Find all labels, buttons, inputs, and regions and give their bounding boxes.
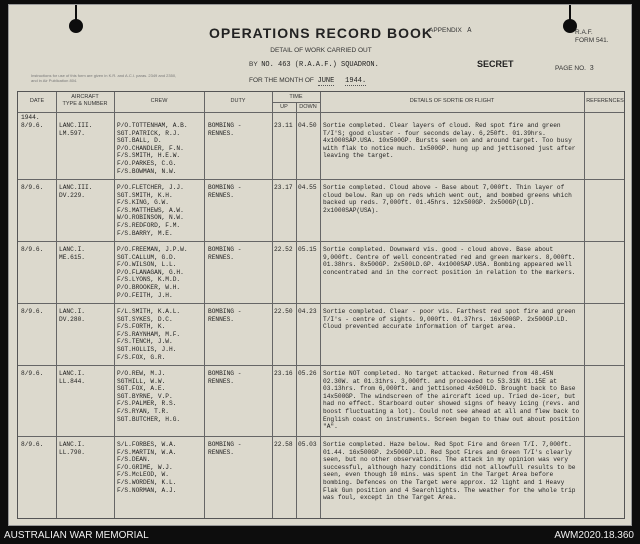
form-subtitle: DETAIL OF WORK CARRIED OUT xyxy=(270,47,372,54)
header-references: REFERENCES xyxy=(586,98,624,104)
cell-time-down: 04.55 xyxy=(298,184,317,191)
cell-aircraft: LANC.I. LL.844. xyxy=(59,370,85,385)
column-divider xyxy=(584,92,585,518)
cell-details: Sortie completed. Downward vis. good - cloud above. Base about 9,000ft. Centre of well concentrated red and green markers. 8,000ft. 01.38hrs. 8x500GP. 2x500LD.GP. 4x1000SAP.USA. Bombing appeared well concentrated and in the correct position in relation to the markers. xyxy=(323,246,576,276)
column-divider xyxy=(296,102,297,518)
cell-details: Sortie completed. Clear layers of cloud. Red spot fire and green T/I'S; good cluster - four seconds delay. 6,250ft. 01.39hrs. 4x1000SAP.USA. 10x500GP. Bursts seen on and around target. Too busy with flak to notice much. 1x500GP. hung up and jettisoned just after leaving the target. xyxy=(323,122,576,160)
cell-time-up: 22.58 xyxy=(274,441,293,448)
cell-time-down: 04.50 xyxy=(298,122,317,129)
page-value: 3 xyxy=(589,65,594,73)
month-label: FOR THE MONTH OF xyxy=(249,77,314,84)
cell-duty: BOMBING - RENNES. xyxy=(208,122,242,137)
row-divider xyxy=(18,303,624,304)
form-instructions: Instructions for use of this form are given in K.R. and A.C.I. paras. 2349 and 2350, and in Air Publication 804. xyxy=(31,73,177,83)
form-title: OPERATIONS RECORD BOOK xyxy=(209,25,433,41)
cell-time-up: 22.50 xyxy=(274,308,293,315)
footer-credit: AUSTRALIAN WAR MEMORIAL xyxy=(4,530,149,541)
cell-time-down: 05.26 xyxy=(298,370,317,377)
cell-duty: BOMBING - RENNES. xyxy=(208,184,242,199)
header-up: UP xyxy=(280,104,288,110)
cell-time-up: 23.16 xyxy=(274,370,293,377)
header-details: DETAILS OF SORTIE OR FLIGHT xyxy=(409,98,495,104)
unit-value: NO. 463 (R.A.A.F.) SQUADRON. xyxy=(261,61,379,69)
cell-time-up: 23.11 xyxy=(274,122,293,129)
cell-duty: BOMBING - RENNES. xyxy=(208,246,242,261)
secret-stamp: SECRET xyxy=(477,59,514,69)
page-label: PAGE NO. xyxy=(555,65,586,72)
cell-date: 8/9.6. xyxy=(21,246,44,253)
record-table xyxy=(17,91,625,519)
year-value: 1944. xyxy=(345,77,367,85)
cell-aircraft: LANC.III. DV.229. xyxy=(59,184,93,199)
raaf-form-number: R.A.F. FORM 541. xyxy=(575,29,609,44)
cell-duty: BOMBING - RENNES. xyxy=(208,308,242,323)
cell-details: Sortie completed. Haze below. Red Spot Fire and Green T/I. 7,000ft. 01.44. 16x500GP. 2x500GP.LD. Red Spot Fires and Green T/I's clearly seen, but no other observations. The attack in my opinion was very successful, although hazy conditions did not allowfull results to be seen, even though 10 mins. was spent in the Target Area before bombing. Defences on the Target were approx. 12 light and 1 Heavy Flak Gun position and 4 Searchlights. The weather for the whole trip was foul, except in the Target Area. xyxy=(323,441,576,502)
cell-crew: P/O.FLETCHER, J.J. SGT.SMITH, K.H. F/S.KING, G.W. F/S.MATTHEWS, A.W. W/O.ROBINSON, N.W. F/S.REDFORD, F.M. F/S.BARRY, M.E. xyxy=(117,184,184,237)
cell-details: Sortie NOT completed. No target attacked. Returned from 48.45N 02.30W. at 01.31hrs. 3,000ft. and proceeded to 53.31N 01.15E at 03.13hrs. from 6,000ft. and jettisoned 4x500LD. Brought back to Base 14x500GP. The windscreen of the aircraft iced up. Tried de-icer, but had no effect. Starboard outer showed signs of heavy icing (revs. and boost fluctuating a lot). Could not see ahead at all and flew back to English coast on instruments. Screen began to thaw out about position "A". xyxy=(323,370,580,431)
header-down: DOWN xyxy=(299,104,317,110)
record-sheet xyxy=(8,4,632,526)
column-divider xyxy=(114,92,115,518)
cell-details: Sortie completed. Clear - poor vis. Farthest red spot fire and green T/I's - centre of sights. 9,000ft. 01.37hrs. 16x500GP. 2x500GP.LD. Cloud prevented accurate information of target area. xyxy=(323,308,576,331)
cell-details: Sortie completed. Cloud above - Base about 7,000ft. Thin layer of cloud below. Ran up on reds which went out, and bombed greens which backed up reds. 7,000ft. 01.45hrs. 12x500GP. 2x500GP(LD). 2x1000SAP(USA). xyxy=(323,184,572,214)
cell-date: 8/9.6. xyxy=(21,370,44,377)
column-divider xyxy=(320,92,321,518)
cell-duty: BOMBING - RENNES. xyxy=(208,441,242,456)
appendix-label: APPENDIX xyxy=(429,27,462,34)
unit-line xyxy=(249,61,379,69)
row-divider xyxy=(18,365,624,366)
cell-duty: BOMBING - RENNES. xyxy=(208,370,242,385)
appendix-value: A xyxy=(467,27,472,35)
page-number-field xyxy=(555,65,594,73)
header-time: TIME xyxy=(289,94,303,100)
header-duty: DUTY xyxy=(230,98,246,104)
cell-aircraft: LANC.I. LL.790. xyxy=(59,441,85,456)
cell-aircraft: LANC.I. DV.280. xyxy=(59,308,85,323)
appendix-field xyxy=(429,27,472,35)
cell-time-down: 05.15 xyxy=(298,246,317,253)
year-note: 1944. xyxy=(21,114,40,121)
footer-accession-number: AWM2020.18.360 xyxy=(554,530,634,541)
row-divider xyxy=(272,102,320,103)
month-value: JUNE xyxy=(317,77,335,85)
header-crew: CREW xyxy=(150,98,168,104)
row-divider xyxy=(18,241,624,242)
cell-crew: F/L.SMITH, K.A.L. SGT.SYKES, D.C. F/S.FORTH, K. F/S.RAYNHAM, M.F. F/S.TENCH, J.W. SGT.HOLLIS, J.H. F/S.FOX, G.R. xyxy=(117,308,181,361)
header-divider xyxy=(18,112,624,113)
cell-crew: S/L.FORBES, W.A. F/S.MARTIN, W.A. F/S.DEAN. F/O.GRIME, W.J. F/S.McLEOD, W. F/S.WORDEN, K.L. F/S.NORMAN, A.J. xyxy=(117,441,177,494)
cell-time-down: 04.23 xyxy=(298,308,317,315)
cell-crew: P/O.TOTTENHAM, A.B. SGT.PATRICK, R.J. SGT.BALL, D. P/O.CHANDLER, F.N. F/S.SMITH, H.E.W. F/O.PARKES, C.G. F/S.BOWMAN, N.W. xyxy=(117,122,188,175)
column-divider xyxy=(56,92,57,518)
cell-time-up: 22.52 xyxy=(274,246,293,253)
row-divider xyxy=(18,179,624,180)
column-divider xyxy=(204,92,205,518)
row-divider xyxy=(18,436,624,437)
cell-aircraft: LANC.I. ME.615. xyxy=(59,246,85,261)
cell-crew: P/O.FREEMAN, J.P.W. SGT.CALLUM, G.D. F/O.WILSON, L.L. P/O.FLANAGAN, G.H. F/S.LYONS, K.M.D. P/O.BROOKER, W.H. P/O.FEITH, J.H. xyxy=(117,246,188,299)
cell-date: 8/9.6. xyxy=(21,184,44,191)
cell-time-down: 05.03 xyxy=(298,441,317,448)
column-divider xyxy=(272,92,273,518)
header-aircraft: AIRCRAFT TYPE & NUMBER xyxy=(62,94,108,107)
header-date: DATE xyxy=(29,98,45,104)
cell-date: 8/9.6. xyxy=(21,308,44,315)
cell-aircraft: LANC.III. LM.597. xyxy=(59,122,93,137)
month-line xyxy=(249,77,366,85)
cell-crew: P/O.REW, M.J. SGTHILL, W.W. SGT.FOX, A.E. SGT.BYRNE, V.P. F/S.PALMER, R.S. F/S.RYAN, T.R. SGT.BUTCHER, H.G. xyxy=(117,370,181,423)
cell-date: 8/9.6. xyxy=(21,122,44,129)
cell-date: 8/9.6. xyxy=(21,441,44,448)
cell-time-up: 23.17 xyxy=(274,184,293,191)
by-label: BY xyxy=(249,61,258,68)
